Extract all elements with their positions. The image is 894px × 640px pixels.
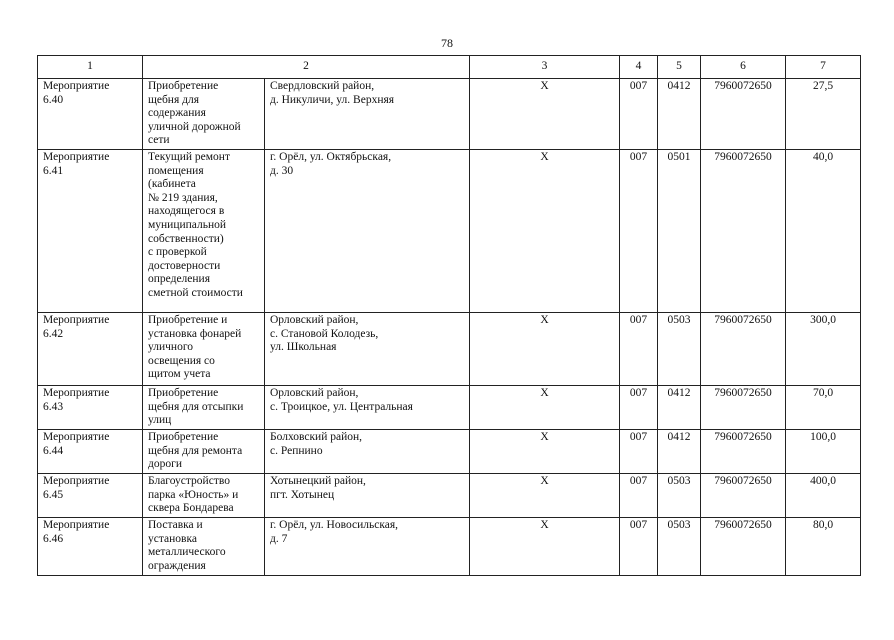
measure-location: Болховский район, с. Репнино <box>265 430 470 474</box>
col3-cell: Х <box>470 474 620 518</box>
measure-name: Текущий ремонт помещения (кабинета № 219 здания, находящегося в муниципальной собственности) с проверкой достоверности определения сметной стоимости <box>143 150 265 313</box>
col5-cell: 0503 <box>658 474 701 518</box>
measure-name: Приобретение щебня для содержания уличной дорожной сети <box>143 79 265 150</box>
table-row <box>38 79 861 150</box>
measure-id: Мероприятие 6.43 <box>38 386 143 430</box>
measure-name: Благоустройство парка «Юность» и сквера Бондарева <box>143 474 265 518</box>
measure-location: г. Орёл, ул. Новосильская, д. 7 <box>265 518 470 576</box>
table-row <box>38 150 861 313</box>
col3-cell: Х <box>470 79 620 150</box>
col5-cell: 0501 <box>658 150 701 313</box>
measure-name: Поставка и установка металлического ограждения <box>143 518 265 576</box>
table-row <box>38 386 861 430</box>
col4-cell: 007 <box>620 79 658 150</box>
measure-location: Орловский район, с. Становой Колодезь, ул. Школьная <box>265 313 470 386</box>
col4-cell: 007 <box>620 313 658 386</box>
header-cell-5: 5 <box>658 56 701 79</box>
col5-cell: 0412 <box>658 430 701 474</box>
measure-location: Свердловский район, д. Никуличи, ул. Верхняя <box>265 79 470 150</box>
measure-id: Мероприятие 6.44 <box>38 430 143 474</box>
header-cell-4: 4 <box>620 56 658 79</box>
measure-id: Мероприятие 6.41 <box>38 150 143 313</box>
header-cell-2: 2 <box>143 56 470 79</box>
col6-cell: 7960072650 <box>701 518 786 576</box>
table-row <box>38 518 861 576</box>
amount-cell: 70,0 <box>786 386 861 430</box>
budget-table <box>37 55 861 576</box>
measure-name: Приобретение и установка фонарей уличного освещения со щитом учета <box>143 313 265 386</box>
col6-cell: 7960072650 <box>701 79 786 150</box>
col3-cell: Х <box>470 518 620 576</box>
col3-cell: Х <box>470 430 620 474</box>
col4-cell: 007 <box>620 430 658 474</box>
col6-cell: 7960072650 <box>701 430 786 474</box>
header-row <box>38 56 861 79</box>
col4-cell: 007 <box>620 150 658 313</box>
header-cell-3: 3 <box>470 56 620 79</box>
col4-cell: 007 <box>620 474 658 518</box>
col6-cell: 7960072650 <box>701 313 786 386</box>
header-cell-7: 7 <box>786 56 861 79</box>
amount-cell: 27,5 <box>786 79 861 150</box>
table-row <box>38 430 861 474</box>
col6-cell: 7960072650 <box>701 474 786 518</box>
table-row <box>38 313 861 386</box>
measure-id: Мероприятие 6.42 <box>38 313 143 386</box>
col6-cell: 7960072650 <box>701 150 786 313</box>
col5-cell: 0503 <box>658 518 701 576</box>
col4-cell: 007 <box>620 386 658 430</box>
amount-cell: 100,0 <box>786 430 861 474</box>
measure-id: Мероприятие 6.40 <box>38 79 143 150</box>
col3-cell: Х <box>470 150 620 313</box>
measure-id: Мероприятие 6.45 <box>38 474 143 518</box>
col3-cell: Х <box>470 313 620 386</box>
measure-location: Хотынецкий район, пгт. Хотынец <box>265 474 470 518</box>
amount-cell: 300,0 <box>786 313 861 386</box>
col4-cell: 007 <box>620 518 658 576</box>
col5-cell: 0412 <box>658 386 701 430</box>
measure-name: Приобретение щебня для ремонта дороги <box>143 430 265 474</box>
col5-cell: 0503 <box>658 313 701 386</box>
amount-cell: 40,0 <box>786 150 861 313</box>
measure-name: Приобретение щебня для отсыпки улиц <box>143 386 265 430</box>
measure-location: г. Орёл, ул. Октябрьская, д. 30 <box>265 150 470 313</box>
amount-cell: 80,0 <box>786 518 861 576</box>
header-cell-6: 6 <box>701 56 786 79</box>
col6-cell: 7960072650 <box>701 386 786 430</box>
header-cell-1: 1 <box>38 56 143 79</box>
col3-cell: Х <box>470 386 620 430</box>
table-row <box>38 474 861 518</box>
page-number: 78 <box>441 36 453 50</box>
col5-cell: 0412 <box>658 79 701 150</box>
amount-cell: 400,0 <box>786 474 861 518</box>
measure-id: Мероприятие 6.46 <box>38 518 143 576</box>
measure-location: Орловский район, с. Троицкое, ул. Центральная <box>265 386 470 430</box>
